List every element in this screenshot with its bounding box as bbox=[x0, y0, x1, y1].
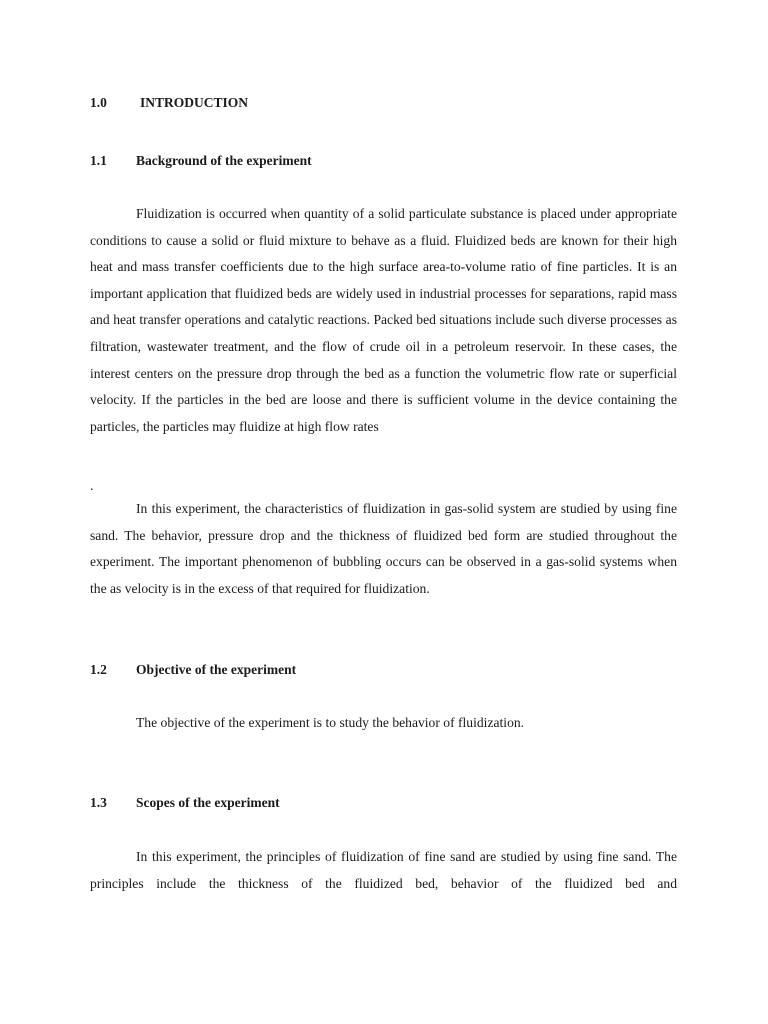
stray-dot: . bbox=[90, 478, 94, 493]
section-heading-background bbox=[90, 153, 312, 169]
section-heading-objective bbox=[90, 662, 297, 678]
section-number: 1.1 bbox=[90, 153, 107, 168]
section-heading-introduction bbox=[90, 95, 249, 111]
background-paragraph-2: In this experiment, the characteristics of fluidization in gas-solid system are studied by using fine sand. The behavior, pressure drop and the thickness of fluidized bed form are studied throughout the experiment. The important phenomenon of bubbling occurs can be observed in a gas-solid systems when the as velocity is in the excess of that required for fluidization. bbox=[90, 501, 677, 596]
objective-paragraph: The objective of the experiment is to study the behavior of fluidization. bbox=[136, 715, 525, 730]
section-title: INTRODUCTION bbox=[140, 95, 249, 110]
section-number: 1.2 bbox=[90, 662, 107, 677]
section-title: Scopes of the experiment bbox=[136, 795, 280, 810]
section-heading-scopes bbox=[90, 795, 280, 811]
section-title: Objective of the experiment bbox=[136, 662, 297, 677]
background-paragraph-1: Fluidization is occurred when quantity of a solid particulate substance is placed under appropriate conditions to cause a solid or fluid mixture to behave as a fluid. Fluidized beds are known for their high heat and mass transfer coefficients due to the high surface area-to-volume ratio of fine particles. It is an important application that fluidized beds are widely used in industrial processes for separations, rapid mass and heat transfer operations and catalytic reactions. Packed bed situations include such diverse processes as filtration, wastewater treatment, and the flow of crude oil in a petroleum reservoir. In these cases, the interest centers on the pressure drop through the bed as a function the volumetric flow rate or superficial velocity. If the particles in the bed are loose and there is sufficient volume in the device containing the particles, the particles may fluidize at high flow rates bbox=[90, 206, 677, 434]
section-title: Background of the experiment bbox=[136, 153, 312, 168]
scopes-paragraph: In this experiment, the principles of fluidization of fine sand are studied by using fine sand. The principles include the thickness of the fluidized bed, behavior of the fluidized bed and bbox=[90, 849, 677, 891]
section-number: 1.3 bbox=[90, 795, 107, 810]
section-number: 1.0 bbox=[90, 95, 107, 110]
